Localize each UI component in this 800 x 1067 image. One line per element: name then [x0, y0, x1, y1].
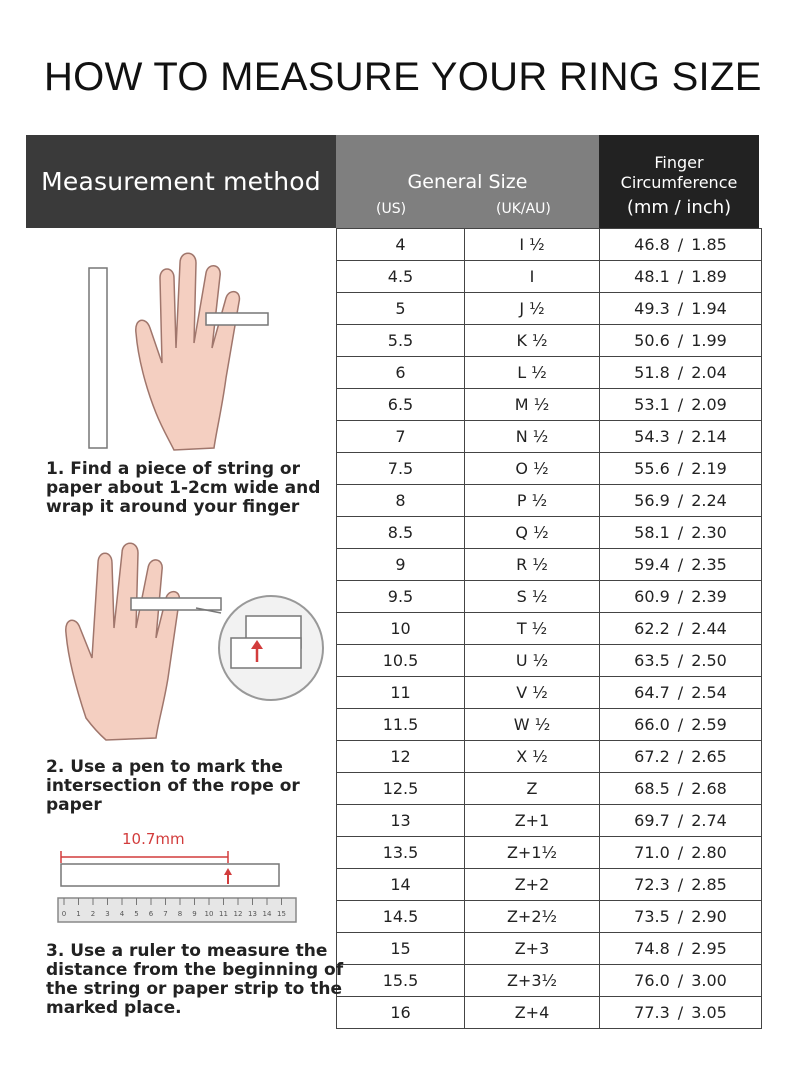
ukau-size-cell: Z+3½ [465, 965, 600, 997]
table-row [337, 645, 762, 677]
ruler-tick-label: 4 [119, 910, 125, 918]
general-size-label: General Size [407, 171, 528, 193]
ukau-size-cell: Z+2½ [465, 901, 600, 933]
circumference-cell [600, 869, 762, 901]
circumference-mm: 63.5 [634, 651, 670, 670]
circumference-cell [600, 229, 762, 261]
circumference-inch: 2.44 [691, 619, 727, 638]
unit-separator: / [677, 971, 684, 990]
circumference-cell [600, 293, 762, 325]
page-title: HOW TO MEASURE YOUR RING SIZE [44, 55, 762, 99]
circumference-mm: 69.7 [634, 811, 670, 830]
circumference-cell [600, 581, 762, 613]
step-2-line-1: 2. Use a pen to mark the [46, 757, 283, 777]
circumference-cell [600, 965, 762, 997]
instructions-panel [26, 228, 344, 1028]
us-size-cell: 7.5 [337, 453, 465, 485]
ruler-tick-label: 6 [148, 910, 154, 918]
circumference-inch: 1.85 [691, 235, 727, 254]
unit-separator: / [677, 555, 684, 574]
circumference-inch: 2.09 [691, 395, 727, 414]
us-size-cell: 5.5 [337, 325, 465, 357]
circumference-mm: 46.8 [634, 235, 670, 254]
circumference-cell [600, 485, 762, 517]
circumference-cell [600, 773, 762, 805]
unit-separator: / [677, 587, 684, 606]
unit-separator: / [677, 1003, 684, 1022]
header-finger-circumference [599, 135, 759, 228]
us-size-cell: 4 [337, 229, 465, 261]
table-row [337, 517, 762, 549]
ukau-size-cell: O ½ [465, 453, 600, 485]
unit-separator: / [677, 395, 684, 414]
unit-separator: / [677, 683, 684, 702]
ruler-tick-label: 7 [163, 910, 168, 918]
step-1-line-1: 1. Find a piece of string or [46, 459, 300, 479]
circumference-mm: 50.6 [634, 331, 670, 350]
table-row [337, 325, 762, 357]
circumference-mm: 73.5 [634, 907, 670, 926]
ukau-size-cell: Z+4 [465, 997, 600, 1029]
us-label: (US) [376, 201, 407, 217]
us-size-cell: 12 [337, 741, 465, 773]
ruler-measurement-label: 10.7mm [122, 830, 185, 848]
circumference-inch: 2.19 [691, 459, 727, 478]
table-row [337, 421, 762, 453]
circumference-inch: 2.04 [691, 363, 727, 382]
circumference-cell [600, 357, 762, 389]
ukau-size-cell: K ½ [465, 325, 600, 357]
ukau-size-cell: L ½ [465, 357, 600, 389]
circumference-mm: 60.9 [634, 587, 670, 606]
us-size-cell: 7 [337, 421, 465, 453]
ruler-illustration [56, 846, 301, 936]
table-row [337, 997, 762, 1029]
table-row [337, 549, 762, 581]
us-size-cell: 5 [337, 293, 465, 325]
circumference-mm: 71.0 [634, 843, 670, 862]
ukau-size-cell: T ½ [465, 613, 600, 645]
ukau-size-cell: Z+3 [465, 933, 600, 965]
circumference-cell [600, 517, 762, 549]
unit-separator: / [677, 651, 684, 670]
us-size-cell: 16 [337, 997, 465, 1029]
unit-separator: / [677, 747, 684, 766]
ukau-size-cell: W ½ [465, 709, 600, 741]
circumference-mm: 66.0 [634, 715, 670, 734]
unit-separator: / [677, 779, 684, 798]
ruler-tick-label: 8 [177, 910, 183, 918]
circumference-inch: 3.05 [691, 1003, 727, 1022]
circumference-inch: 2.30 [691, 523, 727, 542]
ukau-size-cell: P ½ [465, 485, 600, 517]
finger-label-line1: Finger [654, 153, 704, 172]
unit-separator: / [677, 459, 684, 478]
circumference-mm: 64.7 [634, 683, 670, 702]
circumference-inch: 1.89 [691, 267, 727, 286]
ukau-size-cell: J ½ [465, 293, 600, 325]
circumference-cell [600, 421, 762, 453]
ruler-tick-label: 2 [90, 910, 96, 918]
circumference-inch: 2.85 [691, 875, 727, 894]
circumference-cell [600, 709, 762, 741]
ruler-tick-label: 3 [105, 910, 110, 918]
table-row [337, 709, 762, 741]
table-row [337, 837, 762, 869]
measure-line-icon [61, 851, 228, 863]
circumference-inch: 2.95 [691, 939, 727, 958]
us-size-cell: 12.5 [337, 773, 465, 805]
circumference-mm: 56.9 [634, 491, 670, 510]
circumference-cell [600, 837, 762, 869]
ruler-tick-label: 0 [61, 910, 67, 918]
header-method: Measurement method [26, 135, 336, 228]
ruler-tick-label: 11 [219, 910, 228, 918]
us-size-cell: 10.5 [337, 645, 465, 677]
step-3-line-3: the string or paper strip to the [46, 979, 342, 999]
ruler-tick-label: 14 [262, 910, 272, 918]
unit-separator: / [677, 939, 684, 958]
ukau-size-cell: N ½ [465, 421, 600, 453]
us-size-cell: 11.5 [337, 709, 465, 741]
ukau-size-cell: Z [465, 773, 600, 805]
paper-strip-measure-icon [61, 864, 279, 886]
ruler-tick-label: 15 [277, 910, 286, 918]
table-row [337, 773, 762, 805]
us-size-cell: 8.5 [337, 517, 465, 549]
us-size-cell: 10 [337, 613, 465, 645]
us-size-cell: 9.5 [337, 581, 465, 613]
circumference-inch: 2.50 [691, 651, 727, 670]
ruler-tick-label: 5 [134, 910, 139, 918]
circumference-cell [600, 645, 762, 677]
ukau-size-cell: I [465, 261, 600, 293]
table-row [337, 741, 762, 773]
us-size-cell: 15.5 [337, 965, 465, 997]
circumference-inch: 3.00 [691, 971, 727, 990]
table-row [337, 677, 762, 709]
us-size-cell: 8 [337, 485, 465, 517]
unit-separator: / [677, 235, 684, 254]
circumference-inch: 2.54 [691, 683, 727, 702]
ring-strip-icon [206, 313, 268, 325]
us-size-cell: 4.5 [337, 261, 465, 293]
circumference-inch: 2.80 [691, 843, 727, 862]
table-row [337, 933, 762, 965]
us-size-cell: 9 [337, 549, 465, 581]
circumference-mm: 59.4 [634, 555, 670, 574]
table-row [337, 485, 762, 517]
circumference-mm: 54.3 [634, 427, 670, 446]
circumference-cell [600, 261, 762, 293]
step-2 [46, 758, 346, 815]
step-3-line-4: marked place. [46, 998, 182, 1018]
circumference-cell [600, 997, 762, 1029]
table-row [337, 965, 762, 997]
ukau-size-cell: Q ½ [465, 517, 600, 549]
step-1-line-2: paper about 1-2cm wide and [46, 478, 321, 498]
us-size-cell: 13 [337, 805, 465, 837]
unit-separator: / [677, 363, 684, 382]
hand-mark-illustration [46, 528, 336, 753]
ukau-size-cell: Z+1 [465, 805, 600, 837]
circumference-mm: 49.3 [634, 299, 670, 318]
hand-wrap-illustration [76, 238, 336, 463]
ukau-size-cell: X ½ [465, 741, 600, 773]
circumference-mm: 51.8 [634, 363, 670, 382]
ukau-size-cell: S ½ [465, 581, 600, 613]
circumference-inch: 2.35 [691, 555, 727, 574]
circumference-inch: 2.74 [691, 811, 727, 830]
circumference-inch: 2.24 [691, 491, 727, 510]
table-row [337, 453, 762, 485]
ruler-tick-label: 12 [233, 910, 243, 918]
marked-strip-icon [131, 598, 221, 610]
step-3-line-2: distance from the beginning of [46, 960, 344, 980]
circumference-cell [600, 901, 762, 933]
circumference-cell [600, 549, 762, 581]
circumference-mm: 76.0 [634, 971, 670, 990]
circumference-mm: 72.3 [634, 875, 670, 894]
circumference-cell [600, 389, 762, 421]
circumference-cell [600, 741, 762, 773]
step-2-line-3: paper [46, 795, 102, 815]
circumference-inch: 2.59 [691, 715, 727, 734]
circumference-mm: 67.2 [634, 747, 670, 766]
circumference-cell [600, 325, 762, 357]
unit-separator: / [677, 715, 684, 734]
header-general-size [336, 135, 599, 228]
us-size-cell: 6 [337, 357, 465, 389]
circumference-mm: 55.6 [634, 459, 670, 478]
unit-separator: / [677, 811, 684, 830]
unit-separator: / [677, 619, 684, 638]
unit-separator: / [677, 907, 684, 926]
ukau-size-cell: Z+1½ [465, 837, 600, 869]
unit-separator: / [677, 523, 684, 542]
us-size-cell: 13.5 [337, 837, 465, 869]
table-row [337, 805, 762, 837]
paper-strip-icon [89, 268, 107, 448]
circumference-cell [600, 805, 762, 837]
circumference-cell [600, 677, 762, 709]
table-row [337, 229, 762, 261]
circumference-cell [600, 613, 762, 645]
finger-label-line2: Circumference [620, 173, 738, 192]
table-row [337, 293, 762, 325]
us-size-cell: 11 [337, 677, 465, 709]
circumference-mm: 74.8 [634, 939, 670, 958]
circumference-cell [600, 453, 762, 485]
step-1 [46, 460, 346, 517]
unit-separator: / [677, 299, 684, 318]
table-row [337, 389, 762, 421]
table-row [337, 869, 762, 901]
ukau-size-cell: Z+2 [465, 869, 600, 901]
finger-label-line3: (mm / inch) [626, 197, 732, 218]
ruler-tick-label: 9 [192, 910, 197, 918]
us-size-cell: 15 [337, 933, 465, 965]
ukau-size-cell: M ½ [465, 389, 600, 421]
unit-separator: / [677, 875, 684, 894]
ukau-size-cell: I ½ [465, 229, 600, 261]
unit-separator: / [677, 427, 684, 446]
circumference-inch: 1.99 [691, 331, 727, 350]
unit-separator: / [677, 267, 684, 286]
step-1-line-3: wrap it around your finger [46, 497, 300, 517]
circumference-mm: 77.3 [634, 1003, 670, 1022]
ukau-label: (UK/AU) [496, 201, 551, 217]
step-3-line-1: 3. Use a ruler to measure the [46, 941, 328, 961]
ukau-size-cell: U ½ [465, 645, 600, 677]
circumference-inch: 2.90 [691, 907, 727, 926]
table-row [337, 261, 762, 293]
us-size-cell: 14 [337, 869, 465, 901]
circumference-cell [600, 933, 762, 965]
ukau-size-cell: V ½ [465, 677, 600, 709]
ruler-tick-label: 13 [248, 910, 257, 918]
circumference-inch: 1.94 [691, 299, 727, 318]
hand-icon [136, 253, 240, 450]
circumference-inch: 2.39 [691, 587, 727, 606]
unit-separator: / [677, 491, 684, 510]
table-row [337, 613, 762, 645]
circumference-mm: 48.1 [634, 267, 670, 286]
size-table [336, 228, 762, 1029]
table-row [337, 357, 762, 389]
circumference-inch: 2.65 [691, 747, 727, 766]
table-row [337, 901, 762, 933]
us-size-cell: 14.5 [337, 901, 465, 933]
circumference-mm: 58.1 [634, 523, 670, 542]
table-row [337, 581, 762, 613]
step-2-line-2: intersection of the rope or [46, 776, 300, 796]
ruler-tick-label: 1 [76, 910, 81, 918]
circumference-mm: 68.5 [634, 779, 670, 798]
circumference-mm: 53.1 [634, 395, 670, 414]
step-3 [46, 942, 346, 1018]
ukau-size-cell: R ½ [465, 549, 600, 581]
unit-separator: / [677, 843, 684, 862]
circumference-inch: 2.14 [691, 427, 727, 446]
hand-icon-2 [66, 543, 180, 740]
unit-separator: / [677, 331, 684, 350]
us-size-cell: 6.5 [337, 389, 465, 421]
circumference-inch: 2.68 [691, 779, 727, 798]
ruler-tick-label: 10 [204, 910, 214, 918]
circumference-mm: 62.2 [634, 619, 670, 638]
